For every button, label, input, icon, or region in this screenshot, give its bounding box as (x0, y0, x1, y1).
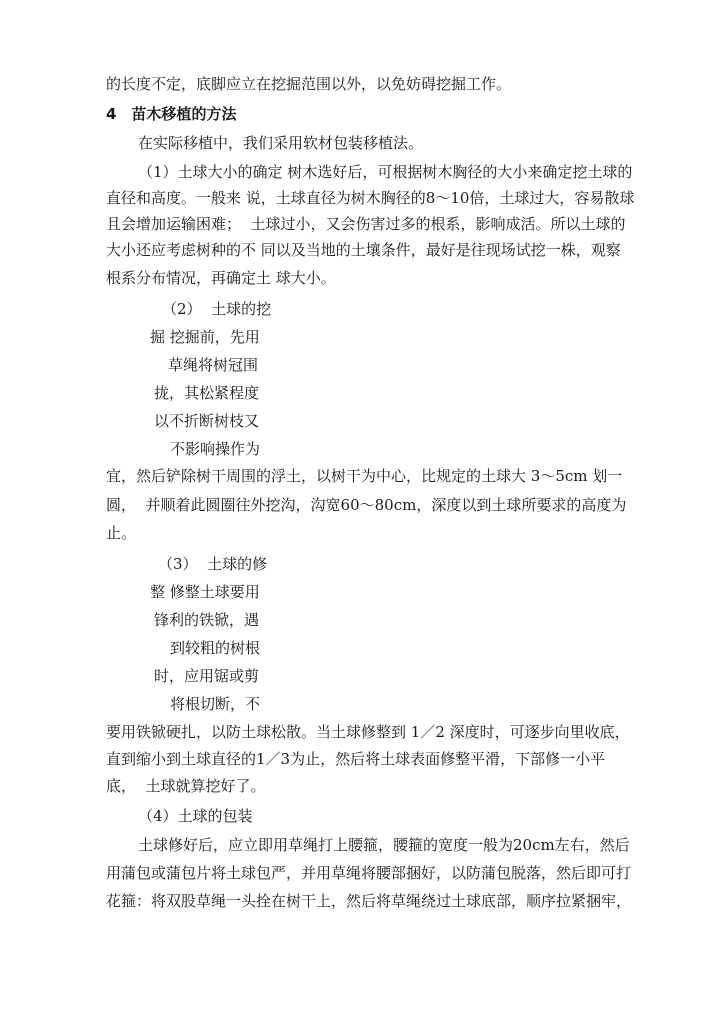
body-text-line: 拢，其松紧程度 (154, 384, 260, 402)
body-text-line: 在实际移植中，我们采用软材包装移植法。 (138, 134, 424, 152)
body-text-line: 不影响操作为 (170, 440, 261, 458)
body-text-line: 用蒲包或蒲包片将土球包严，并用草绳将腰部捆好，以防蒲包脱落，然后即可打 (106, 864, 632, 882)
body-text-line: 宜，然后铲除树干周围的浮土，以树干为中心，比规定的土球大 3～5cm 划一 (106, 467, 623, 485)
body-text-line: （4）土球的包装 (138, 807, 253, 825)
body-text-line: 要用铁锨硬扎，以防土球松散。当土球修整到 1／2 深度时，可逐步向里收底， (106, 723, 630, 741)
section-heading: 4 苗木移植的方法 (106, 105, 237, 123)
body-text-line: 的长度不定，底脚应立在挖掘范围以外，以免妨碍挖掘工作。 (106, 75, 512, 93)
body-text-line: 草绳将树冠围 (168, 356, 259, 374)
body-text-line: 将根切断，不 (170, 695, 261, 713)
body-text-line: 根系分布情况，再确定土 球大小。 (106, 269, 336, 287)
body-text-line: 底， 土球就算挖好了。 (106, 777, 266, 795)
body-text-line: 直径和高度。一般来 说，土球直径为树木胸径的8～10倍，土球过大，容易散球 (106, 189, 635, 207)
body-text-line: 大小还应考虑树种的不 同以及当地的土壤条件，最好是往现场试挖一株，观察 (106, 241, 621, 259)
body-text-line: 时，应用锯或剪 (154, 667, 260, 685)
body-text-line: 土球修好后，应立即用草绳打上腰箍，腰箍的宽度一般为20cm左右，然后 (138, 836, 630, 854)
body-text-line: 以不折断树枝又 (154, 412, 260, 430)
body-text-line: 整 修整土球要用 (150, 583, 260, 601)
body-text-line: （1）土球大小的确定 树木选好后，可根据树木胸径的大小来确定挖土球的 (138, 163, 633, 181)
body-text-line: 掘 挖掘前，先用 (150, 328, 260, 346)
body-text-line: 花箍：将双股草绳一头拴在树干上，然后将草绳绕过土球底部，顺序拉紧捆牢， (106, 892, 632, 910)
body-text-line: 直到缩小到土球直径的1／3为止，然后将土球表面修整平滑，下部修一小平 (106, 750, 606, 768)
body-text-line: 止。 (106, 524, 137, 542)
body-text-line: 到较粗的树根 (170, 639, 261, 657)
body-text-line: 锋利的铁锨，遇 (154, 611, 260, 629)
body-text-line: （3） 土球的修 (158, 555, 268, 573)
body-text-line: （2） 土球的挖 (162, 300, 272, 318)
body-text-line: 圆， 并顺着此圆圈往外挖沟，沟宽60～80cm，深度以到土球所要求的高度为 (106, 496, 627, 514)
body-text-line: 且会增加运输困难； 土球过小，又会伤害过多的根系，影响成活。所以土球的 (106, 215, 626, 233)
